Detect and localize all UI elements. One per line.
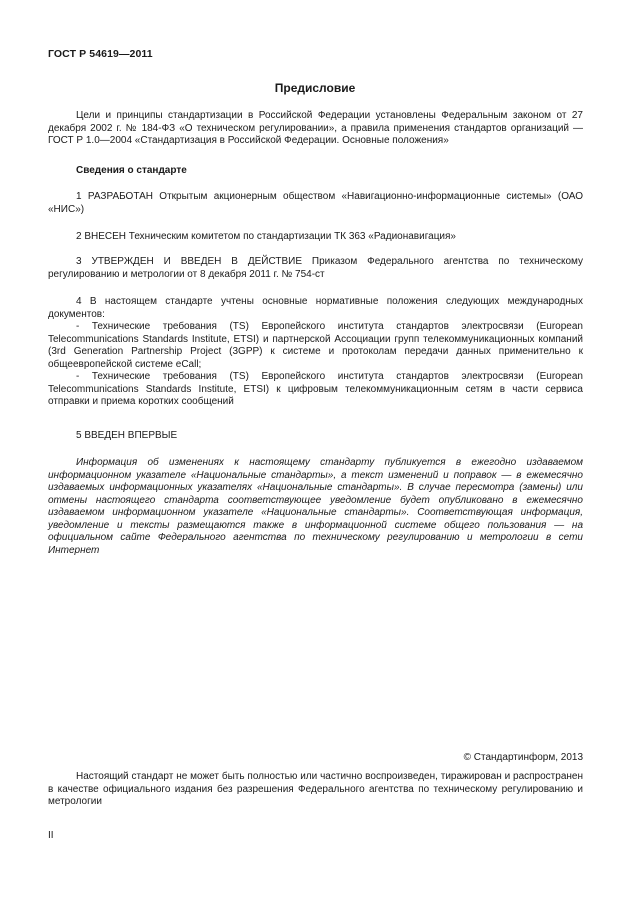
reproduction-notice-block <box>48 771 583 809</box>
notice-block <box>48 457 583 557</box>
item-4-intro: 4 В настоящем стандарте учтены основные нормативные положения следующих международных документов: <box>48 296 583 320</box>
item-5: 5 ВВЕДЕН ВПЕРВЫЕ <box>76 430 178 441</box>
item-1: 1 РАЗРАБОТАН Открытым акционерным обществом «Навигационно-информационные системы» (ОАО «НИС») <box>48 191 583 215</box>
page-number: II <box>48 830 54 841</box>
section-heading: Сведения о стандарте <box>76 165 187 176</box>
reproduction-notice: Настоящий стандарт не может быть полностью или частично воспроизведен, тиражирован и распространен в качестве официального издания без разрешения Федерального агентства по техническому регулированию и метрологии <box>48 771 583 807</box>
section-heading-block <box>48 165 583 178</box>
item-3-block <box>48 256 583 281</box>
item-3: 3 УТВЕРЖДЕН И ВВЕДЕН В ДЕЙСТВИЕ Приказом Федерального агентства по техническому регулированию и метрологии от 8 декабря 2011 г. № 754-ст <box>48 256 583 280</box>
document-code: ГОСТ Р 54619—2011 <box>48 48 153 60</box>
intro-paragraph <box>48 110 583 148</box>
item-5-block <box>48 430 583 443</box>
item-4-point-b: - Технические требования (TS) Европейского института стандартов электросвязи (European Telecommunications Standards Institute, ETSI) к цифровым телекоммуникационным сетям в части сервиса отправки и приема коротких сообщений <box>48 371 583 407</box>
item-4-block <box>48 296 583 409</box>
intro-text: Цели и принципы стандартизации в Российской Федерации установлены Федеральным законом от 27 декабря 2002 г. № 184-ФЗ «О техническом регулировании», а правила применения стандартов организаций — ГОСТ Р 1.0—2004 «Стандартизация в Российской Федерации. Основные положения» <box>48 110 583 146</box>
item-2: 2 ВНЕСЕН Техническим комитетом по стандартизации ТК 363 «Радионавигация» <box>76 231 456 242</box>
page-title: Предисловие <box>274 81 356 95</box>
item-1-block <box>48 191 583 216</box>
item-2-block <box>48 231 583 244</box>
item-4-point-a: - Технические требования (TS) Европейского института стандартов электросвязи (European Telecommunications Standards Institute, ETSI) и партнерской Ассоциации групп телекоммуникационных компаний (3rd Generation Partnership Project (3GPP) к системе и протоколам передачи данных применительно к общеевропейской системе eCall; <box>48 321 583 370</box>
notice-text: Информация об изменениях к настоящему стандарту публикуется в ежегодно издаваемом информационном указателе «Национальные стандарты», а текст изменений и поправок — в ежемесячно издаваемых информационных указателях «Национальные стандарты». В случае пересмотра (замены) или отмены настоящего стандарта соответствующее уведомление будет опубликовано в ежемесячно издаваемом информационном указателе «Национальные стандарты». Соответствующая информация, уведомление и тексты размещаются также в информационной системе общего пользования — на официальном сайте Федерального агентства по техническому регулированию и метрологии в сети Интернет <box>48 457 583 556</box>
copyright: © Стандартинформ, 2013 <box>463 752 583 763</box>
